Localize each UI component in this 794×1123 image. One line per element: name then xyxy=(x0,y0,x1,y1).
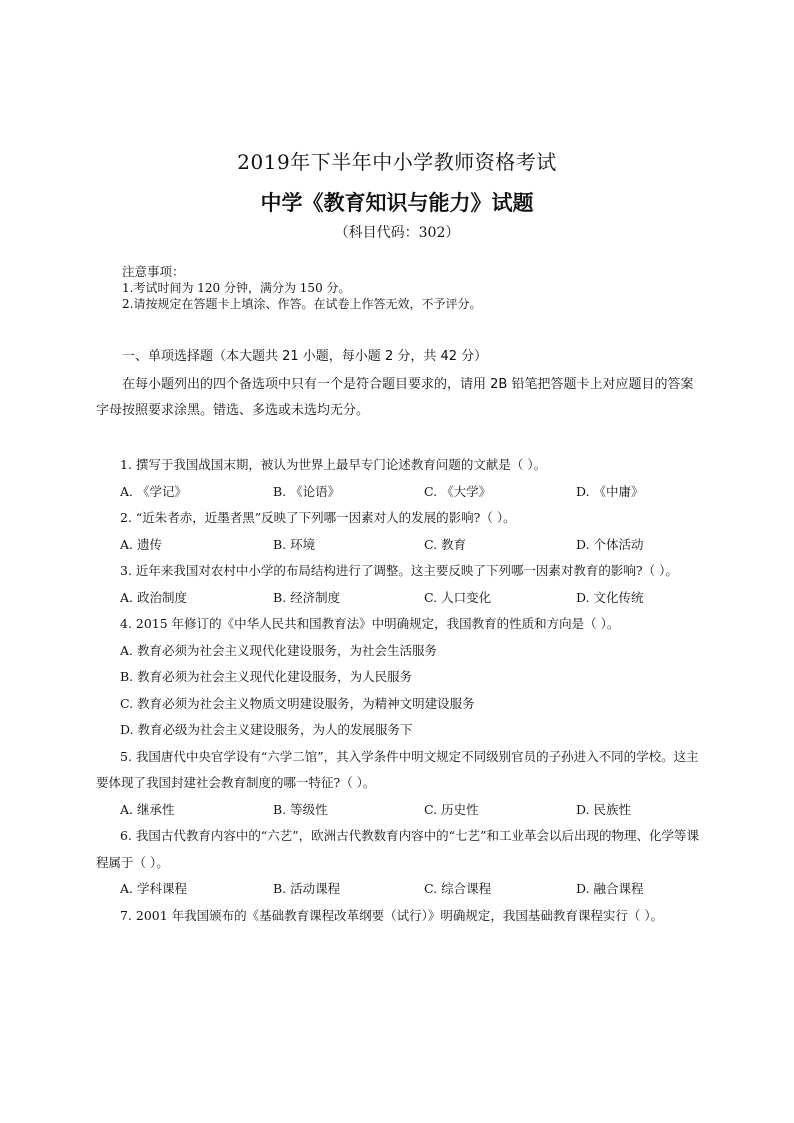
question-stem: 1. 撰写于我国战国末期，被认为世界上最早专门论述教育问题的文献是（ ）。 xyxy=(120,457,547,472)
option-row xyxy=(96,797,700,824)
question-stem: 6. 我国古代教育内容中的“六艺”，欧洲古代教数育内容中的“七艺”和工业革会以后出现的物理、化学等课程属于（ ）。 xyxy=(96,828,699,870)
notice-item: 1.考试时间为 120 分钟，满分为 150 分。 xyxy=(122,281,351,295)
option-c: C. 综合课程 xyxy=(424,881,492,896)
option-b: B. 环境 xyxy=(273,536,316,552)
option-c: C. 历史性 xyxy=(424,801,479,817)
exam-title: 2019年下半年中小学教师资格考试 xyxy=(237,150,557,174)
option-row xyxy=(96,585,700,612)
option-c: C. 人口变化 xyxy=(424,589,492,605)
question-stem: 5. 我国唐代中央官学设有“六学二馆”，其入学条件中明文规定不同级别官员的子孙进入不同的学校。这主要体现了我国封建社会教育制度的哪一特征?（ ）。 xyxy=(96,748,699,790)
option-d: D. 个体活动 xyxy=(576,536,644,552)
question-stem: 3. 近年来我国对农村中小学的布局结构进行了调整。这主要反映了下列哪一因素对教育的影响?（ ）。 xyxy=(120,563,678,578)
section-title: 一、单项选择题（本大题共 21 小题，每小题 2 分，共 42 分） xyxy=(122,349,488,364)
option-a: A. 《学记》 xyxy=(120,483,187,499)
option-a: A. 继承性 xyxy=(120,801,175,817)
option-c: C. 教育 xyxy=(424,536,467,552)
option-a: A. 学科课程 xyxy=(120,881,187,896)
question-stem: 4. 2015 年修订的《中华人民共和国教育法》中明确规定，我国教育的性质和方向是（ ）。 xyxy=(120,616,620,631)
option-a: A. 教育必须为社会主义现代化建设服务，为社会生活服务 xyxy=(120,642,437,658)
notice-title: 注意事项： xyxy=(122,264,185,279)
option-c: C. 教育必须为社会主义物质文明建设服务，为精神文明建设服务 xyxy=(120,695,475,711)
option-d: D. 民族性 xyxy=(576,801,632,817)
option-d: D. 文化传统 xyxy=(576,589,644,605)
option-d: D. 《中庸》 xyxy=(576,483,644,499)
option-a: A. 政治制度 xyxy=(120,589,187,605)
option-b: B. 《论语》 xyxy=(273,483,341,499)
option-d: D. 教育必级为社会主义建设服务，为人的发展服务下 xyxy=(120,722,413,737)
option-b: B. 活动课程 xyxy=(273,881,341,896)
notice-item: 2.请按规定在答题卡上填涂、作答。在试卷上作答无效，不予评分。 xyxy=(122,297,482,311)
subject-code: （科目代码：302） xyxy=(334,225,460,241)
notice-block xyxy=(122,264,742,312)
option-b: B. 等级性 xyxy=(273,801,328,817)
option-b: B. 教育必须为社会主义现代化建设服务，为人民服务 xyxy=(120,669,413,684)
question-stem: 7. 2001 年我国颁布的《基础教育课程改革纲要（试行）》明确规定，我国基础教育课程实行（ ）。 xyxy=(120,907,664,923)
question-stem: 2. “近朱者赤，近墨者黑”反映了下列哪一因素对人的发展的影响?（ ）。 xyxy=(120,510,516,525)
option-d: D. 融合课程 xyxy=(576,881,644,896)
question-list xyxy=(96,452,700,929)
exam-subtitle: 中学《教育知识与能力》试题 xyxy=(260,191,534,215)
option-row xyxy=(96,532,700,559)
option-row xyxy=(96,479,700,506)
option-a: A. 遗传 xyxy=(120,536,162,552)
option-b: B. 经济制度 xyxy=(273,589,341,605)
option-row xyxy=(96,876,700,903)
option-c: C. 《大学》 xyxy=(424,483,492,499)
section-description: 在每小题列出的四个备选项中只有一个是符合题目要求的，请用 2B 铅笔把答题卡上对应题目的答案字母按照要求涂黑。错选、多选或未选均无分。 xyxy=(96,377,694,418)
